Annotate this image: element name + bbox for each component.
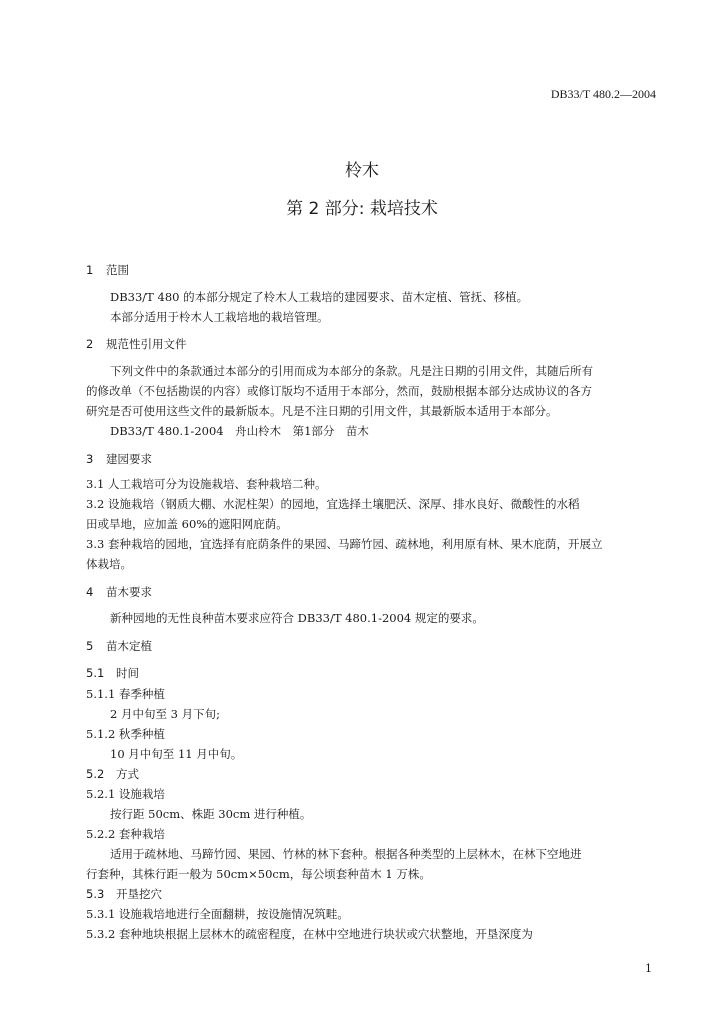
paragraph: DB33/T 480 的本部分规定了柃木人工栽培的建园要求、苗木定植、管抚、移植。	[110, 290, 529, 304]
clause-text: 按行距 50cm、株距 30cm 进行种植。	[110, 807, 312, 821]
clause-text: 2 月中旬至 3 月下旬;	[110, 707, 220, 721]
section-heading	[86, 584, 152, 600]
section-number: 3	[86, 452, 94, 466]
document-number: DB33/T 480.2—2004	[550, 87, 656, 101]
clause: 3.3 套种栽培的园地，宜选择有庇荫条件的果园、马蹄竹园、疏林地，利用原有林、果木庇荫，开展立	[86, 537, 603, 551]
paragraph: 新种园地的无性良种苗木要求应符合 DB33/T 480.1-2004 规定的要求。	[110, 611, 484, 625]
subsection-number: 5.1	[86, 666, 105, 680]
clause: 5.3.1 设施栽培地进行全面翻耕，按设施情况筑畦。	[86, 907, 349, 921]
clause-continuation: 体栽培。	[86, 557, 132, 571]
clause-text: 10 月中旬至 11 月中旬。	[110, 747, 243, 761]
section-number: 5	[86, 639, 94, 653]
section-number: 4	[86, 585, 94, 599]
section-heading	[86, 451, 152, 467]
section-heading	[86, 336, 187, 352]
section-title: 建园要求	[106, 452, 152, 466]
subsection-title: 开垦挖穴	[116, 887, 162, 901]
clause: 3.2 设施栽培（钢质大棚、水泥柱架）的园地，宜选择土壤肥沃、深厚、排水良好、微酸性的水稻	[86, 497, 580, 511]
subsection-number: 5.3	[86, 887, 105, 901]
clause: 5.3.2 套种地块根据上层林木的疏密程度，在林中空地进行块状或穴状整地，开垦深度为	[86, 927, 533, 941]
paragraph-line: 的修改单（不包括勘误的内容）或修订版均不适用于本部分，然而，鼓励根据本部分达成协议的各方	[86, 384, 592, 398]
subsection-title: 方式	[116, 767, 139, 781]
clause-heading: 5.2.1 设施栽培	[86, 787, 165, 801]
section-title: 苗木定植	[106, 639, 152, 653]
subsection-number: 5.2	[86, 767, 105, 781]
subsection-heading	[86, 665, 139, 681]
section-number: 2	[86, 337, 94, 351]
document-title: 柃木	[345, 161, 379, 181]
clause-heading: 5.1.1 春季种植	[86, 687, 165, 701]
clause-text: 适用于疏林地、马蹄竹园、果园、竹林的林下套种。根据各种类型的上层林木，在林下空地进	[110, 847, 582, 861]
section-title: 范围	[106, 263, 129, 277]
subsection-heading	[86, 766, 139, 782]
paragraph-line: 研究是否可使用这些文件的最新版本。凡是不注日期的引用文件，其最新版本适用于本部分。	[86, 404, 558, 418]
section-title: 苗木要求	[106, 585, 152, 599]
section-heading	[86, 638, 152, 654]
paragraph: 本部分适用于柃木人工栽培地的栽培管理。	[110, 310, 329, 324]
section-number: 1	[86, 263, 94, 277]
page-number: 1	[645, 962, 652, 975]
section-heading	[86, 262, 129, 278]
subsection-title: 时间	[116, 666, 139, 680]
clause-text: 行套种，其株行距一般为 50cm×50cm，每公顷套种苗木 1 万株。	[86, 867, 431, 881]
clause-heading: 5.2.2 套种栽培	[86, 827, 165, 841]
reference-item: DB33/T 480.1-2004 舟山柃木 第1部分 苗木	[110, 424, 369, 438]
paragraph-line: 下列文件中的条款通过本部分的引用而成为本部分的条款。凡是注日期的引用文件，其随后所有	[110, 364, 593, 378]
section-title: 规范性引用文件	[106, 337, 187, 351]
clause-continuation: 田或旱地，应加盖 60%的遮阳网庇荫。	[86, 517, 288, 531]
document-subtitle: 第 2 部分: 栽培技术	[286, 199, 438, 219]
subsection-heading	[86, 886, 162, 902]
clause: 3.1 人工栽培可分为设施栽培、套种栽培二种。	[86, 477, 327, 491]
clause-heading: 5.1.2 秋季种植	[86, 727, 165, 741]
